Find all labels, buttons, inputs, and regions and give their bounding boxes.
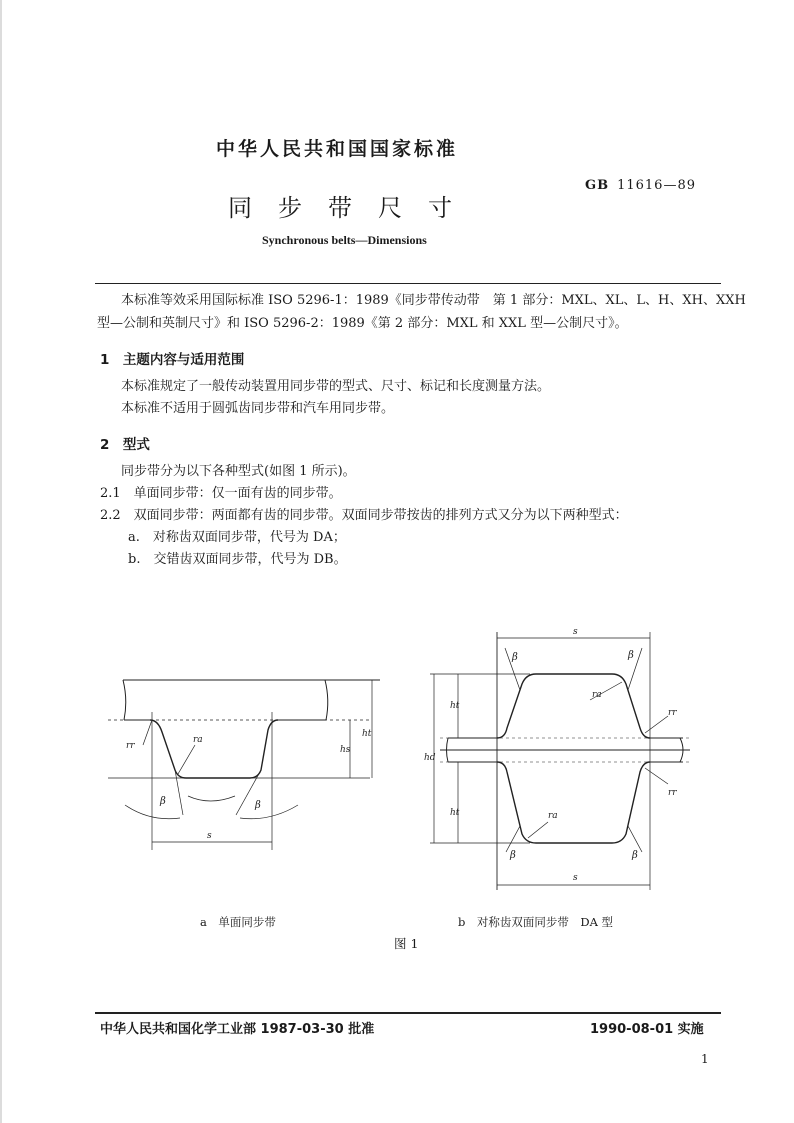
label-a-rr: rr xyxy=(126,741,135,751)
label-b-beta-top-left: β xyxy=(512,652,518,663)
section-2-1: 2.1 单面同步带：仅一面有齿的同步带。 xyxy=(100,486,342,501)
section-2-heading: 2 型式 xyxy=(100,437,150,453)
section-2-item-a: a. 对称齿双面同步带，代号为 DA； xyxy=(128,530,346,545)
footer-rule xyxy=(95,1012,721,1014)
intro-line-2: 型—公制和英制尺寸》和 ISO 5296-2：1989《第 2 部分：MXL 和 XXL 型—公制尺寸》。 xyxy=(97,316,628,331)
label-b-hd: hd xyxy=(424,753,436,763)
label-b-rr-bottom: rr xyxy=(668,788,677,798)
figure-a-drawing xyxy=(108,680,380,850)
label-a-ra: ra xyxy=(193,735,203,745)
figure-b-drawing xyxy=(430,632,690,890)
label-a-beta-left: β xyxy=(160,796,166,807)
label-a-beta-right: β xyxy=(255,800,261,811)
section-1-para-1: 本标准规定了一般传动装置用同步带的型式、尺寸、标记和长度测量方法。 xyxy=(121,379,551,394)
intro-line-1: 本标准等效采用国际标准 ISO 5296-1：1989《同步带传动带 第 1 部分：MXL、XL、L、H、XH、XXH xyxy=(121,293,746,308)
label-a-hs: hs xyxy=(340,745,351,755)
page-number: 1 xyxy=(701,1052,709,1066)
label-b-beta-bottom-right: β xyxy=(632,850,638,861)
standard-name: 中华人民共和国国家标准 xyxy=(216,138,459,160)
section-2-2: 2.2 双面同步带：两面都有齿的同步带。双面同步带按齿的排列方式又分为以下两种型式： xyxy=(100,508,628,523)
label-b-ra-top: ra xyxy=(592,690,602,700)
label-b-beta-bottom-left: β xyxy=(510,850,516,861)
effective-date: 1990-08-01 实施 xyxy=(590,1022,704,1037)
code-number: 11616—89 xyxy=(617,178,696,193)
label-b-ht-top: ht xyxy=(450,701,460,711)
section-2-para-1: 同步带分为以下各种型式(如图 1 所示)。 xyxy=(121,464,356,479)
label-a-s: s xyxy=(207,831,212,841)
label-b-beta-top-right: β xyxy=(628,650,634,661)
figure-title: 图 1 xyxy=(394,936,419,951)
label-b-s-top: s xyxy=(573,627,578,637)
caption-a: a 单面同步带 xyxy=(200,915,276,929)
section-2-item-b: b. 交错齿双面同步带，代号为 DB。 xyxy=(128,552,347,567)
section-1-heading: 1 主题内容与适用范围 xyxy=(100,352,245,368)
section-1-para-2: 本标准不适用于圆弧齿同步带和汽车用同步带。 xyxy=(121,401,395,416)
title-chinese: 同步带尺寸 xyxy=(228,194,478,222)
issuer-approval: 中华人民共和国化学工业部 1987-03-30 批准 xyxy=(100,1022,375,1037)
label-a-ht: ht xyxy=(362,729,372,739)
code-prefix: GB xyxy=(585,178,610,193)
label-b-ra-bottom: ra xyxy=(548,811,558,821)
title-english: Synchronous belts—Dimensions xyxy=(262,233,427,247)
label-b-ht-bottom: ht xyxy=(450,808,460,818)
label-b-rr-top: rr xyxy=(668,708,677,718)
label-b-s-bottom: s xyxy=(573,873,578,883)
caption-b: b 对称齿双面同步带 DA 型 xyxy=(458,915,614,929)
